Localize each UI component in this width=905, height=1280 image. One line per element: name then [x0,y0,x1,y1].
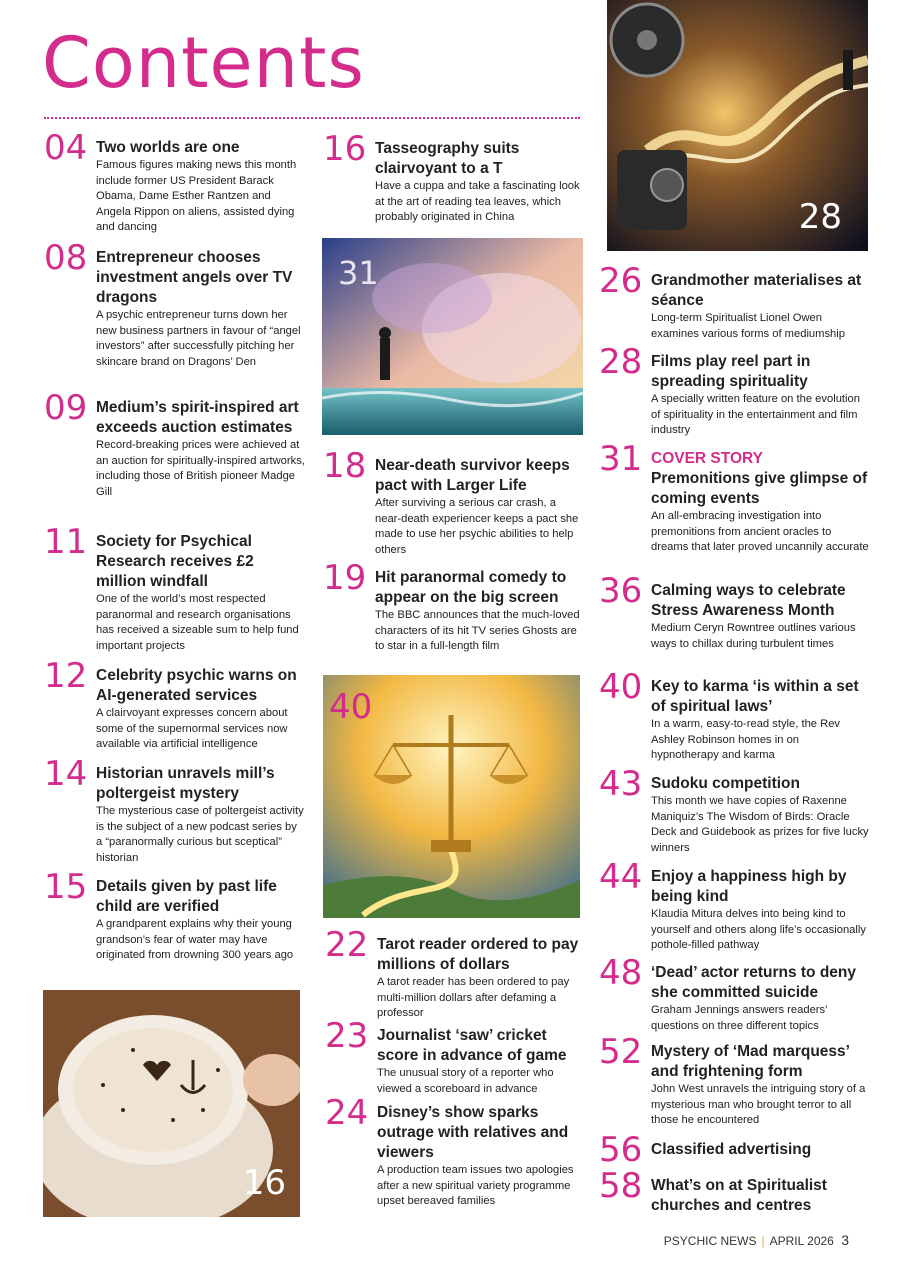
contents-entry[interactable] [44,522,306,654]
entry-description: A production team issues two apologies after a new spiritual variety programme upset bereaved families [377,1164,574,1207]
entry-heading: Journalist ‘saw’ cricket score in advance of game [377,1027,567,1064]
publication-name: PSYCHIC NEWS [663,1234,757,1248]
entry-page-number: 04 [44,128,88,168]
entry-description: An all-embracing investigation into premonitions from ancient oracles to dreams that later proved uncannily accurate [651,510,869,553]
entry-heading: Two worlds are one [96,139,240,156]
entry-page-number: 12 [44,656,88,696]
contents-entry[interactable] [325,1016,587,1097]
entry-description: A tarot reader has been ordered to pay multi-million dollars after defaming a professor [377,976,570,1019]
entry-heading: Celebrity psychic warns on AI-generated services [96,667,297,704]
entry-page-number: 22 [325,925,369,965]
entry-page-number: 23 [325,1016,369,1056]
contents-entry[interactable] [599,764,869,856]
photo-number-31: 31 [338,254,379,292]
entry-description: Record-breaking prices were achieved at an auction for spiritually-inspired artworks, including those of British pioneer Madge Gill [96,439,305,498]
entry-heading: Tarot reader ordered to pay millions of dollars [377,936,579,973]
contents-entry[interactable] [44,238,306,370]
entry-page-number: 52 [599,1032,643,1072]
entry-page-number: 26 [599,261,643,301]
contents-entry[interactable] [323,446,585,558]
entry-page-number: 15 [44,867,88,907]
entry-heading: Near-death survivor keeps pact with Larger Life [375,457,570,494]
photo-40-golden-scales [323,675,580,918]
page-title: Contents [42,22,365,104]
entry-description: Famous figures making news this month include former US President Barack Obama, Dame Esther Rantzen and Angela Rippon on aliens, assisted dying and dancing [96,159,297,233]
contents-entry[interactable] [325,1093,587,1210]
entry-heading: Enjoy a happiness high by being kind [651,868,847,905]
entry-page-number: 09 [44,388,88,428]
page-number: 3 [841,1232,849,1248]
entry-page-number: 43 [599,764,643,804]
entry-heading: Premonitions give glimpse of coming events [651,470,868,507]
entry-heading: Films play reel part in spreading spirituality [651,353,811,390]
entry-heading: ‘Dead’ actor returns to deny she committed suicide [651,964,856,1001]
entry-heading: Hit paranormal comedy to appear on the big screen [375,569,567,606]
entry-page-number: 31 [599,439,643,479]
contents-entry[interactable] [599,1032,869,1129]
entry-page-number: 36 [599,571,643,611]
photo-16-tea-cup [43,990,300,1217]
cover-story-tag: COVER STORY [651,450,763,467]
contents-entry[interactable] [599,342,869,439]
contents-entry[interactable] [44,867,306,964]
entry-heading: Disney’s show sparks outrage with relatives and viewers [377,1104,569,1161]
entry-description: The unusual story of a reporter who viewed a scoreboard in advance [377,1067,554,1095]
entry-description: The mysterious case of poltergeist activity is the subject of a new podcast series by a “paranormally curious but sceptical” historian [96,805,304,864]
entry-page-number: 40 [599,667,643,707]
contents-entry[interactable] [599,571,869,652]
entry-description: In a warm, easy-to-read style, the Rev Ashley Robinson homes in on hypnotherapy and karma [651,718,841,761]
entry-description: This month we have copies of Raxenne Maniquiz’s The Wisdom of Birds: Oracle Deck and Guidebook as prizes for five lucky winners [651,795,869,854]
contents-entry[interactable] [44,388,306,500]
entry-description: A psychic entrepreneur turns down her new business partners in favour of “angel investors” after successfully pitching her skincare brand on Dragons’ Den [96,309,301,368]
entry-description: Medium Ceryn Rowntree outlines various ways to chillax during turbulent times [651,622,856,650]
entry-description: Graham Jennings answers readers’ questions on three different topics [651,1004,828,1032]
entry-page-number: 08 [44,238,88,278]
title-divider [44,117,580,119]
entry-heading: Key to karma ‘is within a set of spiritual laws’ [651,678,859,715]
entry-heading: Medium’s spirit-inspired art exceeds auction estimates [96,399,299,436]
entry-page-number: 11 [44,522,88,562]
entry-heading: Entrepreneur chooses investment angels over TV dragons [96,249,293,306]
entry-heading: What’s on at Spiritualist churches and centres [651,1177,827,1214]
entry-heading: Grandmother materialises at séance [651,272,862,309]
entry-heading: Mystery of ‘Mad marquess’ and frightening form [651,1043,850,1080]
contents-entry[interactable] [323,129,585,226]
entry-description: One of the world’s most respected paranormal and research organisations has received a sizeable sum to help fund important projects [96,593,299,652]
photo-31-dream-clouds [322,238,583,435]
contents-entry[interactable] [599,439,869,556]
entry-description: A clairvoyant expresses concern about some of the supernormal services now available via artificial intelligence [96,707,288,750]
entry-description: A grandparent explains why their young grandson’s fear of water may have originated from drowning 300 years ago [96,918,294,961]
entry-page-number: 58 [599,1166,643,1206]
contents-entry[interactable] [323,558,585,655]
footer-separator: | [761,1234,765,1248]
photo-number-28: 28 [798,197,842,237]
entry-description: The BBC announces that the much-loved characters of its hit TV series Ghosts are to star in a full-length film [375,609,580,652]
contents-entry[interactable] [599,1166,869,1216]
entry-page-number: 24 [325,1093,369,1133]
entry-heading: Sudoku competition [651,775,800,792]
entry-page-number: 19 [323,558,367,598]
entry-description: Long-term Spiritualist Lionel Owen examines various forms of mediumship [651,312,845,340]
photo-number-16: 16 [242,1163,286,1203]
contents-entry[interactable] [599,1130,869,1170]
entry-heading: Calming ways to celebrate Stress Awareness Month [651,582,846,619]
issue-date: APRIL 2026 [769,1234,834,1248]
entry-heading: Tasseography suits clairvoyant to a T [375,140,520,177]
contents-entry[interactable] [599,261,869,342]
contents-entry[interactable] [44,128,306,236]
contents-entry[interactable] [599,953,869,1034]
entry-description: After surviving a serious car crash, a near-death experiencer keeps a pact she made to use her psychic abilities to help others [375,497,579,556]
entry-description: Klaudia Mitura delves into being kind to yourself and others along life’s occasionally pothole-filled pathway [651,908,866,951]
contents-entry[interactable] [599,857,869,954]
contents-entry[interactable] [325,925,587,1022]
photo-28-film-projector [607,0,868,251]
contents-entry[interactable] [44,656,306,753]
entry-description: John West unravels the intriguing story of a mysterious man who brought terror to all those he encountered [651,1083,866,1126]
entry-heading: Classified advertising [651,1141,812,1158]
entry-page-number: 14 [44,754,88,794]
entry-heading: Details given by past life child are verified [96,878,277,915]
entry-heading: Historian unravels mill’s poltergeist mystery [96,765,275,802]
contents-entry[interactable] [599,667,869,764]
entry-description: Have a cuppa and take a fascinating look at the art of reading tea leaves, which probably originated in China [375,180,580,223]
entry-page-number: 48 [599,953,643,993]
contents-entry[interactable] [44,754,306,866]
entry-page-number: 18 [323,446,367,486]
entry-heading: Society for Psychical Research receives £2 million windfall [96,533,254,590]
photo-number-40: 40 [329,687,373,727]
entry-page-number: 16 [323,129,367,169]
entry-description: A specially written feature on the evolution of spirituality in the entertainment and film industry [651,393,860,436]
entry-page-number: 56 [599,1130,643,1170]
entry-page-number: 44 [599,857,643,897]
page-footer [664,1232,849,1248]
entry-page-number: 28 [599,342,643,382]
